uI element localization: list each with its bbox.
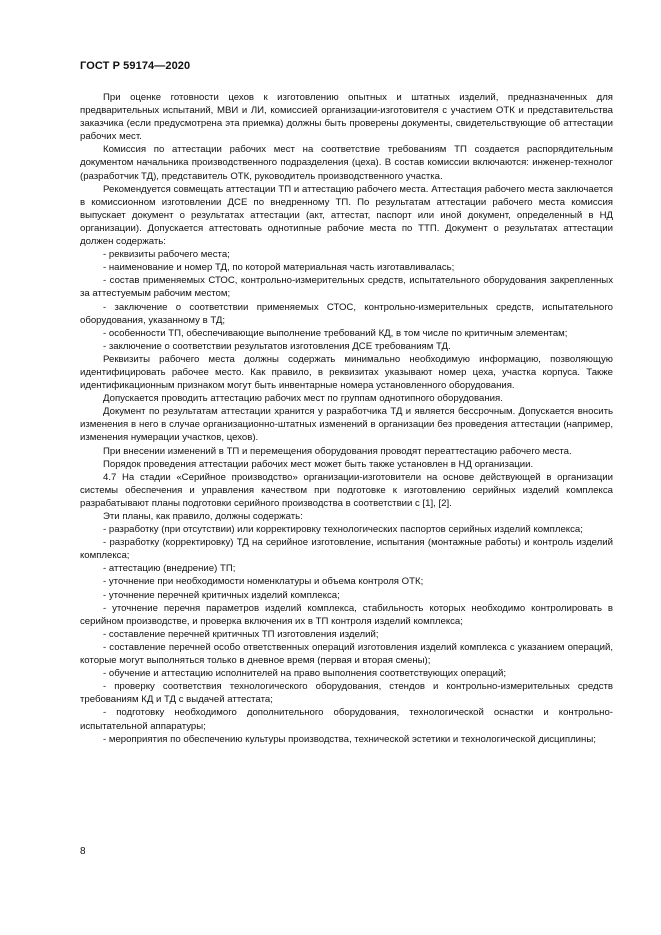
paragraph: - составление перечней критичных ТП изготовления изделий; bbox=[103, 628, 379, 640]
paragraph: - уточнение перечней критичных изделий комплекса; bbox=[103, 589, 340, 601]
paragraph: - заключение о соответствии результатов изготовления ДСЕ требованиям ТД. bbox=[103, 340, 451, 352]
paragraph: - обучение и аттестацию исполнителей на право выполнения соответствующих операций; bbox=[103, 668, 507, 680]
paragraph: - составление перечней особо ответственных операций изготовления изделий комплекса с указанием операций, которые могут выполняться только в дневное время (первая и вторая смены); bbox=[80, 641, 613, 667]
paragraph: Документ по результатам аттестации хранится у разработчика ТД и является бессрочным. Допускается вносить изменения в него в случае организационно-штатных изменений в организации без проведения аттестации (например, изменения нумерации участков, цехов). bbox=[80, 406, 613, 444]
page-number: 8 bbox=[80, 846, 86, 857]
paragraph: - уточнение при необходимости номенклатуры и объема контроля ОТК; bbox=[103, 576, 424, 588]
paragraph: - проверку соответствия технологического оборудования, стендов и контрольно-измерительных средств требованиям КД и ТД с выдачей аттестата; bbox=[80, 681, 613, 706]
paragraph: Порядок проведения аттестации рабочих мест может быть также установлен в НД организации. bbox=[103, 458, 534, 470]
paragraph: - состав применяемых СТОС, контрольно-измерительных средств, испытательного оборудования закрепленных за аттестуемым рабочим местом; bbox=[80, 275, 613, 300]
paragraph: - реквизиты рабочего места; bbox=[103, 249, 230, 261]
paragraph: Рекомендуется совмещать аттестации ТП и аттестацию рабочего места. Аттестация рабочего места заключается в комиссионном изготовлении ДСЕ по внедренному ТП. По результатам аттестации рабочего места комиссия выпускает документ о результатах аттестации (акт, аттестат, паспорт или иной документ, определенный в НД организации). Допускается аттестовать однотипные рабочие места по ТТП. Документ о результатах аттестации должен содержать: bbox=[80, 183, 613, 248]
paragraph: - разработку (корректировку) ТД на серийное изготовление, испытания (монтажные работы) и контроль изделий комплекса; bbox=[80, 537, 613, 562]
paragraph: При оценке готовности цехов к изготовлению опытных и штатных изделий, предназначенных для предварительных испытаний, МВИ и ЛИ, комиссией организации-изготовителя с участием ОТК и представительства заказчика (если предусмотрена эта приемка) должны быть проверены документы, свидетельствующие об аттестации рабочих мест. bbox=[80, 92, 613, 143]
document-header: ГОСТ Р 59174—2020 bbox=[80, 60, 191, 72]
paragraph: - разработку (при отсутствии) или корректировку технологических паспортов серийных изделий комплекса; bbox=[103, 524, 583, 536]
paragraph: - подготовку необходимого дополнительного оборудования, технологической оснастки и контрольно-испытательной аппаратуры; bbox=[80, 707, 613, 732]
paragraph: Комиссия по аттестации рабочих мест на соответствие требованиям ТП создается распорядительным документом начальника производственного подразделения (цеха). В состав комиссии включаются: инженер-технолог (разработчик ТД), представитель ОТК, руководитель производственного участка. bbox=[80, 144, 613, 182]
document-body bbox=[80, 91, 613, 746]
paragraph: - мероприятия по обеспечению культуры производства, технической эстетики и технологической дисциплины; bbox=[103, 733, 596, 745]
paragraph: - аттестацию (внедрение) ТП; bbox=[103, 563, 236, 575]
paragraph: Реквизиты рабочего места должны содержать минимально необходимую информацию, позволяющую идентифицировать рабочее место. Как правило, в реквизитах указывают номер цеха, участка корпуса. Также идентификационным признаком могут быть инвентарные номера установленного оборудования. bbox=[80, 353, 613, 392]
paragraph: Эти планы, как правило, должны содержать: bbox=[103, 511, 303, 522]
paragraph: Допускается проводить аттестацию рабочих мест по группам однотипного оборудования. bbox=[103, 393, 503, 405]
paragraph: - заключение о соответствии применяемых СТОС, контрольно-измерительных средств, испытательного оборудования, указанному в ТД; bbox=[80, 301, 613, 326]
paragraph: 4.7 На стадии «Серийное производство» организации-изготовители на основе действующей в организации системы обеспечения и управления качеством при подготовке к изготовлению серийных изделий комплекса разрабатывают планы подготовки серийного производства в соответствии с [1], [2]. bbox=[80, 471, 613, 509]
paragraph: - уточнение перечня параметров изделий комплекса, стабильность которых необходимо контролировать в серийном производстве, и проверка включения их в ТП контроля изделий комплекса; bbox=[80, 602, 613, 627]
paragraph: - наименование и номер ТД, по которой материальная часть изготавливалась; bbox=[103, 262, 455, 274]
paragraph: - особенности ТП, обеспечивающие выполнение требований КД, в том числе по критичным элементам; bbox=[103, 327, 568, 339]
paragraph: При внесении изменений в ТП и перемещения оборудования проводят переаттестацию рабочего места. bbox=[103, 445, 572, 457]
